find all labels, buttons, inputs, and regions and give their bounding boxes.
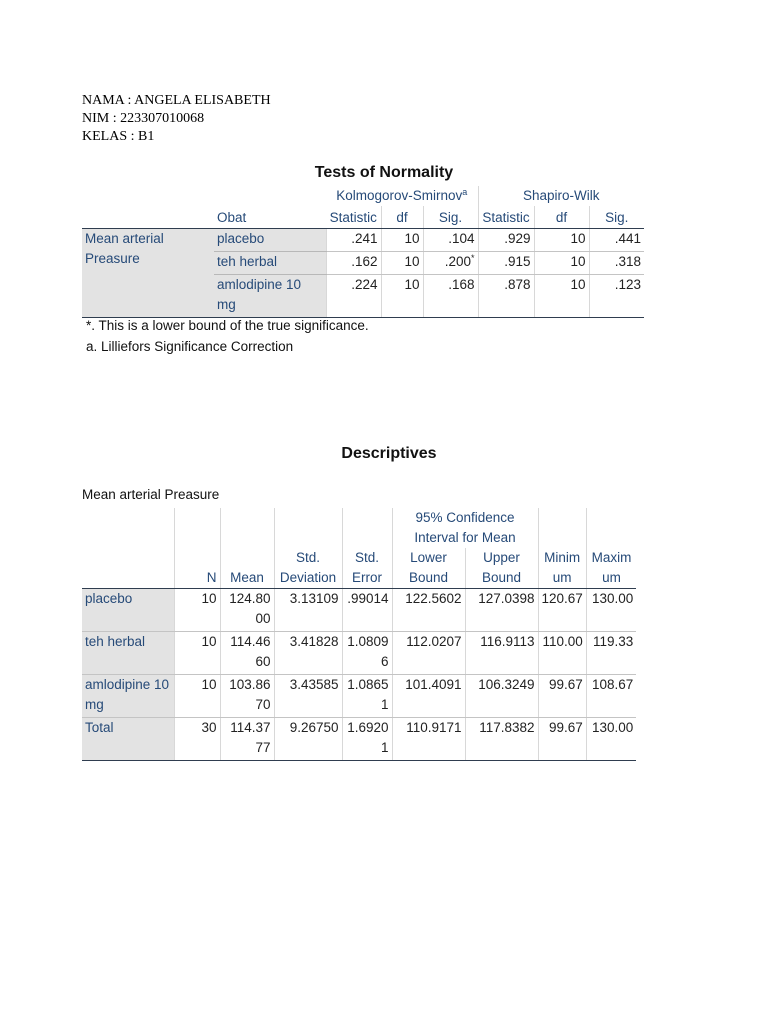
col-ks-sig: Sig. bbox=[423, 206, 478, 229]
ks-sig-cell: .168 bbox=[423, 275, 478, 318]
sw-sig-cell: .318 bbox=[589, 252, 644, 275]
normality-title: Tests of Normality bbox=[314, 164, 454, 181]
sw-stat-cell: .878 bbox=[478, 275, 534, 318]
row-label: amlodipine 10 mg bbox=[82, 675, 174, 718]
col-ks-statistic: Statistic bbox=[326, 206, 381, 229]
n-cell: 10 bbox=[174, 675, 220, 718]
student-header bbox=[82, 92, 271, 146]
n-cell: 30 bbox=[174, 718, 220, 761]
mean-cell: 114.4660 bbox=[220, 632, 274, 675]
sw-df-cell: 10 bbox=[534, 275, 589, 318]
col-sw-statistic: Statistic bbox=[478, 206, 534, 229]
table-row bbox=[82, 632, 636, 675]
descriptives-table bbox=[82, 508, 636, 761]
table-row bbox=[82, 675, 636, 718]
max-cell: 119.33 bbox=[586, 632, 636, 675]
table-row bbox=[82, 229, 644, 252]
max-cell: 108.67 bbox=[586, 675, 636, 718]
col-obat: Obat bbox=[214, 206, 326, 229]
table-row bbox=[82, 589, 636, 632]
std-err-cell: 1.08096 bbox=[342, 632, 392, 675]
col-lower-bound: Lower Bound bbox=[392, 548, 465, 589]
col-ks-df: df bbox=[381, 206, 423, 229]
lower-bound-cell: 112.0207 bbox=[392, 632, 465, 675]
sw-group-header: Shapiro-Wilk bbox=[478, 186, 644, 206]
sw-sig-cell: .441 bbox=[589, 229, 644, 252]
ks-df-cell: 10 bbox=[381, 229, 423, 252]
descriptives-variable-label: Mean arterial Preasure bbox=[82, 487, 220, 502]
min-cell: 120.67 bbox=[538, 589, 586, 632]
ks-sig-cell: .200* bbox=[423, 252, 478, 275]
ks-df-cell: 10 bbox=[381, 275, 423, 318]
student-name: NAMA : ANGELA ELISABETH bbox=[82, 93, 271, 108]
std-err-cell: .99014 bbox=[342, 589, 392, 632]
std-dev-cell: 3.41828 bbox=[274, 632, 342, 675]
sw-stat-cell: .915 bbox=[478, 252, 534, 275]
max-cell: 130.00 bbox=[586, 589, 636, 632]
std-dev-cell: 9.26750 bbox=[274, 718, 342, 761]
col-std-error: Std. Error bbox=[342, 548, 392, 589]
sw-sig-cell: .123 bbox=[589, 275, 644, 318]
obat-cell: amlodipine 10 mg bbox=[214, 275, 326, 318]
std-err-cell: 1.69201 bbox=[342, 718, 392, 761]
sw-stat-cell: .929 bbox=[478, 229, 534, 252]
ks-df-cell: 10 bbox=[381, 252, 423, 275]
sw-df-cell: 10 bbox=[534, 229, 589, 252]
ks-group-header: Kolmogorov-Smirnov$^a$ bbox=[336, 187, 468, 203]
student-class: KELAS : B1 bbox=[82, 129, 155, 144]
col-minimum: Minimum bbox=[538, 548, 586, 589]
obat-cell: teh herbal bbox=[214, 252, 326, 275]
footnote-lower-bound: *. This is a lower bound of the true significance. bbox=[86, 318, 369, 333]
std-dev-cell: 3.13109 bbox=[274, 589, 342, 632]
upper-bound-cell: 106.3249 bbox=[465, 675, 538, 718]
normality-table bbox=[82, 186, 644, 318]
row-label: Total bbox=[82, 718, 174, 761]
min-cell: 99.67 bbox=[538, 675, 586, 718]
mean-cell: 124.8000 bbox=[220, 589, 274, 632]
student-nim: NIM : 223307010068 bbox=[82, 111, 205, 126]
col-maximum: Maximum bbox=[586, 548, 636, 589]
mean-cell: 103.8670 bbox=[220, 675, 274, 718]
ks-stat-cell: .241 bbox=[326, 229, 381, 252]
n-cell: 10 bbox=[174, 632, 220, 675]
descriptives-title: Descriptives bbox=[341, 445, 437, 462]
table-row bbox=[82, 718, 636, 761]
col-sw-df: df bbox=[534, 206, 589, 229]
obat-cell: placebo bbox=[214, 229, 326, 252]
col-upper-bound: Upper Bound bbox=[465, 548, 538, 589]
mean-cell: 114.3777 bbox=[220, 718, 274, 761]
max-cell: 130.00 bbox=[586, 718, 636, 761]
row-label: teh herbal bbox=[82, 632, 174, 675]
upper-bound-cell: 116.9113 bbox=[465, 632, 538, 675]
min-cell: 99.67 bbox=[538, 718, 586, 761]
col-mean: Mean bbox=[220, 548, 274, 589]
min-cell: 110.00 bbox=[538, 632, 586, 675]
ks-stat-cell: .224 bbox=[326, 275, 381, 318]
col-sw-sig: Sig. bbox=[589, 206, 644, 229]
footnote-lilliefors: a. Lilliefors Significance Correction bbox=[86, 339, 294, 354]
ci-header: 95% Confidence Interval for Mean bbox=[392, 508, 538, 548]
std-err-cell: 1.08651 bbox=[342, 675, 392, 718]
ks-sig-cell: .104 bbox=[423, 229, 478, 252]
sw-df-cell: 10 bbox=[534, 252, 589, 275]
row-label: placebo bbox=[82, 589, 174, 632]
lower-bound-cell: 122.5602 bbox=[392, 589, 465, 632]
lower-bound-cell: 110.9171 bbox=[392, 718, 465, 761]
col-std-deviation: Std. Deviation bbox=[274, 548, 342, 589]
upper-bound-cell: 117.8382 bbox=[465, 718, 538, 761]
ks-stat-cell: .162 bbox=[326, 252, 381, 275]
row-group-label: Mean arterial Preasure bbox=[82, 229, 214, 318]
upper-bound-cell: 127.0398 bbox=[465, 589, 538, 632]
lower-bound-cell: 101.4091 bbox=[392, 675, 465, 718]
col-n: N bbox=[174, 548, 220, 589]
std-dev-cell: 3.43585 bbox=[274, 675, 342, 718]
n-cell: 10 bbox=[174, 589, 220, 632]
